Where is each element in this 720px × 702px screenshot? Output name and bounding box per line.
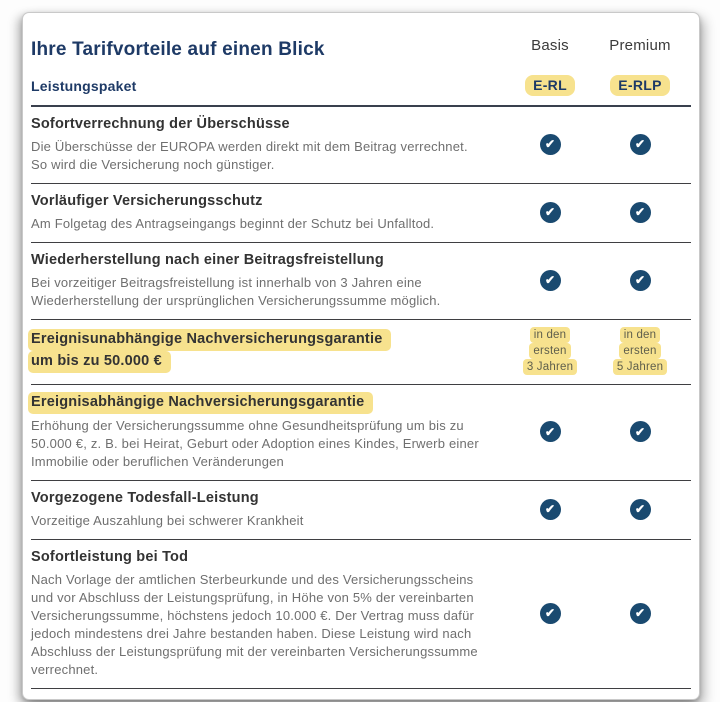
feature-text [31, 547, 505, 679]
plan-cells [505, 202, 685, 223]
feature-text [31, 329, 505, 373]
check-icon: ✔ [630, 499, 651, 520]
cell-text [523, 327, 577, 375]
feature-description: Am Folgetag des Antragseingangs beginnt der Schutz bei Unfalltod. [31, 216, 435, 231]
feature-title: Vorläufiger Versicherungsschutz [31, 193, 263, 209]
table-row [31, 385, 691, 481]
cell-text [613, 327, 667, 375]
highlight-marker: um bis zu 50.000 € [28, 351, 171, 373]
table-row [31, 184, 691, 243]
check-icon: ✔ [630, 270, 651, 291]
feature-title: Sofortleistung bei Tod [31, 549, 189, 565]
feature-description: Nach Vorlage der amtlichen Sterbeurkunde und des Versicherungsscheins und vor Abschluss der Leistungsprüfung, in Höhe von 5% der vereinbarten Versicherungssumme, höchstens jedoch 10.000 €. Der Vertrag muss dafür jedoch mindestens drei Jahre bestanden haben. Diese Leistung wird nach Abschluss der Leistungsprüfung mit der vereinbarten Versicherungssumme verrechnet. [31, 572, 478, 677]
feature-title: Wiederherstellung nach einer Beitragsfreistellung [31, 252, 384, 268]
plan-cells [505, 134, 685, 155]
highlight-marker: ersten [529, 343, 570, 359]
card-header [31, 37, 691, 61]
feature-text [31, 488, 505, 530]
plan-cells [505, 421, 685, 442]
check-cell [595, 134, 685, 155]
check-icon: ✔ [630, 421, 651, 442]
highlight-marker: ersten [619, 343, 660, 359]
plan-cells [505, 603, 685, 624]
tariff-code-cell-premium [595, 75, 685, 96]
plan-cells [505, 327, 685, 375]
feature-title [31, 329, 499, 373]
check-icon: ✔ [540, 499, 561, 520]
feature-description: Erhöhung der Versicherungssumme ohne Gesundheitsprüfung um bis zu 50.000 €, z. B. bei Heirat, Geburt oder Adoption eines Kindes, Erwerb einer Immobilie oder beruflichen Veränderungen [31, 418, 479, 469]
check-icon: ✔ [540, 421, 561, 442]
check-cell [595, 202, 685, 223]
column-header-premium: Premium [609, 37, 671, 54]
tariff-code-premium: E-RLP [610, 75, 670, 96]
check-cell [505, 603, 595, 624]
check-cell [505, 270, 595, 291]
check-icon: ✔ [540, 270, 561, 291]
feature-title: Sofortverrechnung der Überschüsse [31, 116, 290, 132]
highlight-marker: 5 Jahren [613, 359, 667, 375]
tariff-code-cell-basis [505, 75, 595, 96]
feature-title: Vorgezogene Todesfall-Leistung [31, 490, 259, 506]
table-row [31, 107, 691, 184]
check-cell [595, 421, 685, 442]
check-cell [505, 202, 595, 223]
highlight-marker: in den [530, 327, 571, 343]
table-row [31, 481, 691, 540]
package-label: Leistungspaket [31, 77, 137, 94]
column-headers [505, 37, 685, 54]
highlight-marker: Ereignisabhängige Nachversicherungsgarantie [28, 392, 373, 414]
column-header-basis: Basis [531, 37, 569, 54]
highlight-marker: in den [620, 327, 661, 343]
highlight-marker: 3 Jahren [523, 359, 577, 375]
table-row [31, 540, 691, 689]
check-icon: ✔ [630, 202, 651, 223]
plan-cells [505, 499, 685, 520]
feature-description: Vorzeitige Auszahlung bei schwerer Krankheit [31, 513, 304, 528]
highlight-marker: Ereignisunabhängige Nachversicherungsgarantie [28, 329, 391, 351]
check-cell [505, 421, 595, 442]
check-icon: ✔ [540, 134, 561, 155]
check-cell [505, 499, 595, 520]
tariff-codes [505, 75, 685, 96]
check-icon: ✔ [630, 134, 651, 155]
feature-description: Die Überschüsse der EUROPA werden direkt mit dem Beitrag verrechnet. So wird die Versicherung noch günstiger. [31, 139, 468, 172]
table-row [31, 243, 691, 320]
feature-text [31, 250, 505, 310]
feature-text [31, 392, 505, 471]
feature-text [31, 114, 505, 174]
text-cell [505, 327, 595, 375]
feature-title [31, 392, 499, 414]
check-icon: ✔ [540, 603, 561, 624]
tariff-code-basis: E-RL [525, 75, 575, 96]
check-cell [595, 603, 685, 624]
plan-cells [505, 270, 685, 291]
text-cell [595, 327, 685, 375]
package-header-row [31, 75, 691, 107]
check-cell [595, 270, 685, 291]
feature-rows [31, 107, 691, 689]
page-title: Ihre Tarifvorteile auf einen Blick [31, 39, 325, 60]
feature-description: Bei vorzeitiger Beitragsfreistellung ist innerhalb von 3 Jahren eine Wiederherstellung der ursprünglichen Versicherungssumme möglich. [31, 275, 441, 308]
tariff-card [22, 12, 700, 700]
table-row [31, 320, 691, 385]
check-cell [595, 499, 685, 520]
check-cell [505, 134, 595, 155]
feature-text [31, 191, 505, 233]
check-icon: ✔ [540, 202, 561, 223]
check-icon: ✔ [630, 603, 651, 624]
